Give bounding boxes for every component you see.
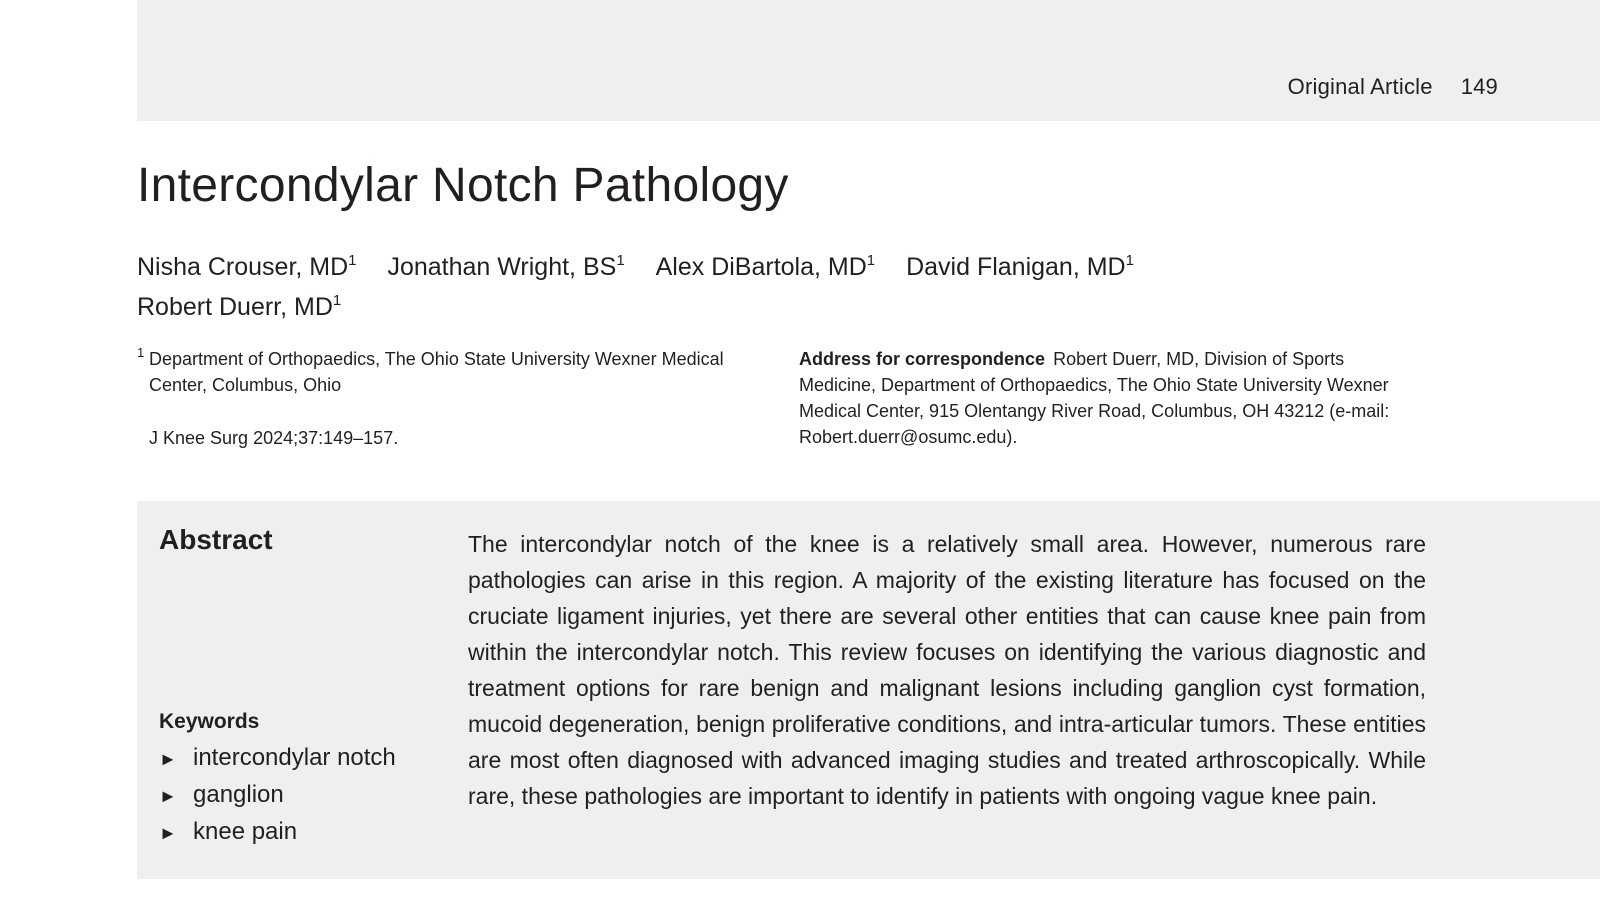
abstract-heading: Abstract: [159, 524, 273, 555]
keywords-list: [159, 740, 396, 851]
affiliation-marker: 1: [348, 252, 357, 269]
affiliation-text: Department of Orthopaedics, The Ohio State University Wexner Medical Center, Columbus, Ohio: [149, 349, 724, 395]
affiliation-number: 1: [137, 345, 145, 360]
author[interactable]: [656, 247, 876, 287]
author-list: [137, 247, 1337, 327]
keyword-text: ganglion: [193, 781, 284, 808]
citation: J Knee Surg 2024;37:149–157.: [149, 428, 399, 448]
page-number: 149: [1460, 74, 1498, 99]
keyword-item: [159, 814, 396, 851]
abstract-text: The intercondylar notch of the knee is a relatively small area. However, numerous rare pathologies can arise in this region. A majority of the existing literature has focused on the cruciate ligament injuries, yet there are several other entities that can cause knee pain from within the intercondylar notch. This review focuses on identifying the various diagnostic and treatment options for rare benign and malignant lesions including ganglion cyst formation, mucoid degeneration, benign proliferative conditions, and intra-articular tumors. These entities are most often diagnosed with advanced imaging studies and treated arthroscopically. While rare, these pathologies are important to identify in patients with ongoing vague knee pain.: [468, 531, 1426, 809]
affiliation-marker: 1: [616, 252, 625, 269]
running-head: [1288, 74, 1498, 100]
author[interactable]: [387, 247, 624, 287]
correspondence: [799, 346, 1419, 450]
article-title: Intercondylar Notch Pathology: [137, 159, 789, 212]
author-name: Nisha Crouser, MD: [137, 253, 349, 281]
affiliation-marker: 1: [1125, 252, 1134, 269]
keywords-heading: Keywords: [159, 710, 260, 733]
author-name: Robert Duerr, MD: [137, 293, 333, 321]
header-band: [137, 0, 1600, 121]
keyword-text: knee pain: [193, 818, 298, 845]
keyword-item: [159, 777, 396, 814]
author[interactable]: [137, 287, 341, 327]
author[interactable]: [137, 247, 357, 287]
affiliation-marker: 1: [866, 252, 876, 269]
correspondence-label: Address for correspondence: [799, 349, 1046, 369]
affiliation-marker: 1: [332, 292, 342, 309]
author-name: David Flanigan, MD: [906, 253, 1126, 281]
correspondence-text: Robert Duerr, MD, Division of Sports Medicine, Department of Orthopaedics, The Ohio State University Wexner Medical Center, 915 Olentangy River Road, Columbus, OH 43212 (e-mail: Robert.duerr@osumc.edu).: [799, 349, 1390, 447]
author[interactable]: [906, 247, 1134, 287]
right-pointer-icon: ►: [159, 823, 177, 843]
right-pointer-icon: ►: [159, 786, 177, 806]
keyword-item: [159, 740, 396, 777]
author-name: Jonathan Wright, BS: [387, 253, 617, 281]
section-label: Original Article: [1287, 74, 1433, 99]
affiliation: [137, 346, 757, 398]
keyword-text: intercondylar notch: [193, 744, 396, 771]
author-name: Alex DiBartola, MD: [655, 253, 867, 281]
right-pointer-icon: ►: [159, 749, 177, 769]
